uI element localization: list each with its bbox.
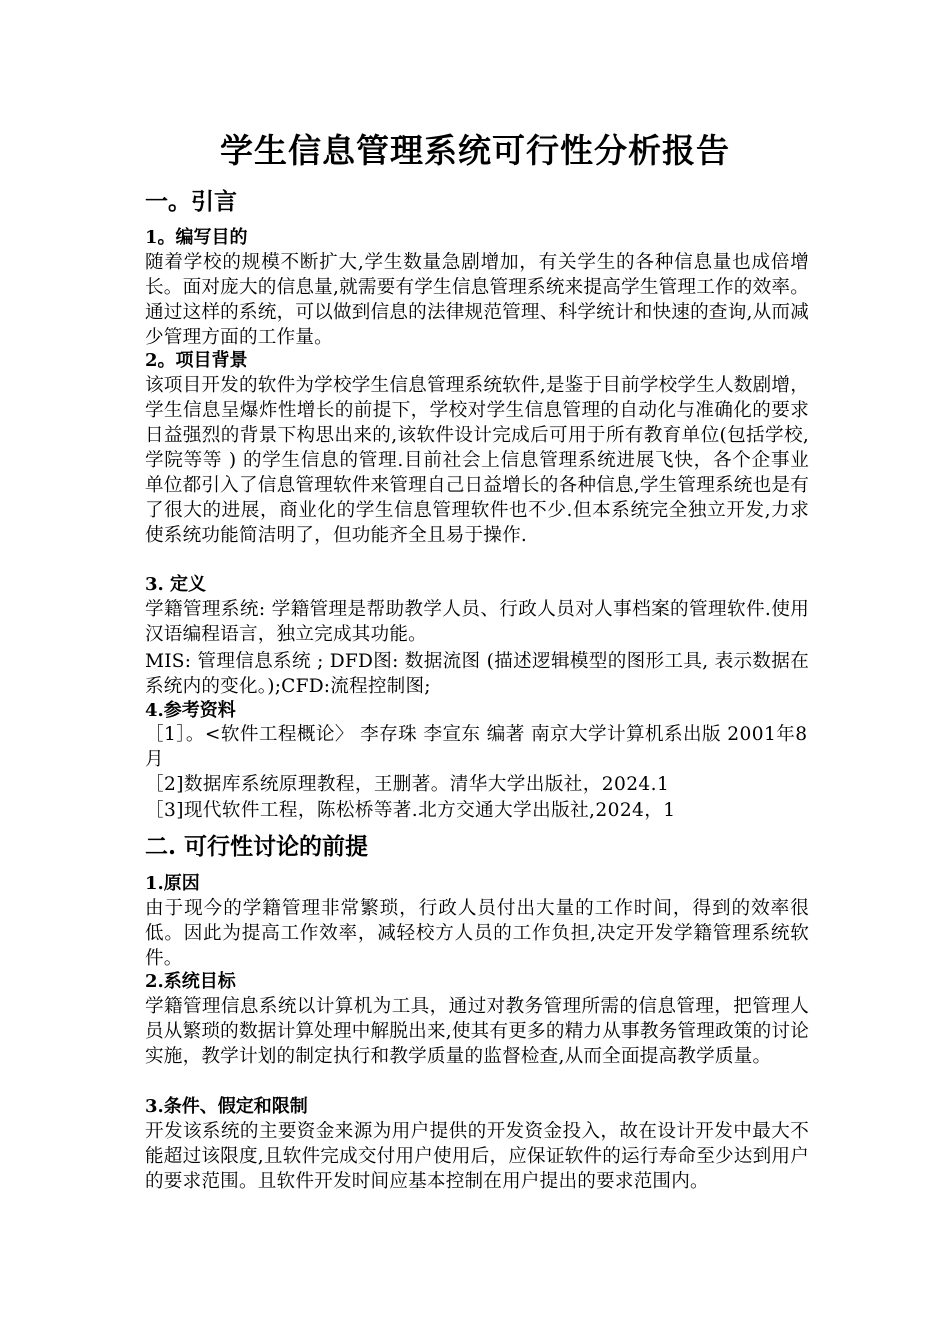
- document-title: 学生信息管理系统可行性分析报告: [220, 131, 730, 170]
- paragraph-constraints: 开发该系统的主要资金来源为用户提供的开发资金投入，故在设计开发中最大不能超过该限度,且软件完成交付用户使用后，应保证软件的运行寿命至少达到用户的要求范围。且软件开发时间应基本控制在用户提出的要求范围内。: [145, 1121, 809, 1192]
- subheading-background: 2。项目背景: [145, 350, 248, 371]
- section-heading-premises: 二. 可行性讨论的前提: [145, 833, 369, 860]
- reference-item-2: ［2]数据库系统原理教程，王删著。清华大学出版社，2024.1: [145, 774, 670, 795]
- reference-item-1: ［1］。<软件工程概论〉 李存珠 李宣东 编著 南京大学计算机系出版 2001年8月: [145, 724, 808, 770]
- paragraph-definition-system: 学籍管理系统: 学籍管理是帮助教学人员、行政人员对人事档案的管理软件.使用汉语编程语言，独立完成其功能。: [145, 599, 809, 645]
- reference-item-3: ［3]现代软件工程，陈松桥等著.北方交通大学出版社,2024，1: [145, 800, 676, 821]
- subheading-reason: 1.原因: [145, 873, 200, 894]
- subheading-purpose: 1。编写目的: [145, 227, 248, 248]
- paragraph-background: 该项目开发的软件为学校学生信息管理系统软件,是鉴于目前学校学生人数剧增，学生信息呈爆炸性增长的前提下，学校对学生信息管理的自动化与准确化的要求日益强烈的背景下构思出来的,该软件设计完成后可用于所有教育单位(包括学校,学院等等 ) 的学生信息的管理.目前社会上信息管理系统进展飞快，各个企事业单位都引入了信息管理软件来管理自己日益增长的各种信息,学生管理系统也是有了很大的进展，商业化的学生信息管理软件也不少.但本系统完全独立开发,力求使系统功能简洁明了，但功能齐全且易于操作.: [145, 375, 809, 546]
- paragraph-purpose: 随着学校的规模不断扩大,学生数量急剧增加，有关学生的各种信息量也成倍增长。面对庞大的信息量,就需要有学生信息管理系统来提高学生管理工作的效率。通过这样的系统，可以做到信息的法律规范管理、科学统计和快速的查询,从而减少管理方面的工作量。: [145, 252, 809, 348]
- subheading-system-goal: 2.系统目标: [145, 971, 236, 992]
- subheading-references: 4.参考资料: [145, 700, 236, 721]
- paragraph-system-goal: 学籍管理信息系统以计算机为工具，通过对教务管理所需的信息管理，把管理人员从繁琐的数据计算处理中解脱出来,使其有更多的精力从事教务管理政策的讨论实施，教学计划的制定执行和教学质量的监督检查,从而全面提高教学质量。: [145, 996, 809, 1067]
- section-heading-introduction: 一。引言: [145, 188, 237, 215]
- paragraph-definition-terms: MIS: 管理信息系统 ; DFD图: 数据流图 (描述逻辑模型的图形工具, 表示数据在系统内的变化。);CFD:流程控制图;: [145, 651, 809, 697]
- paragraph-reason: 由于现今的学籍管理非常繁琐，行政人员付出大量的工作时间，得到的效率很低。因此为提高工作效率，减轻校方人员的工作负担,决定开发学籍管理系统软件。: [145, 898, 809, 969]
- subheading-constraints: 3.条件、假定和限制: [145, 1096, 308, 1117]
- subheading-definitions: 3. 定义: [145, 574, 207, 595]
